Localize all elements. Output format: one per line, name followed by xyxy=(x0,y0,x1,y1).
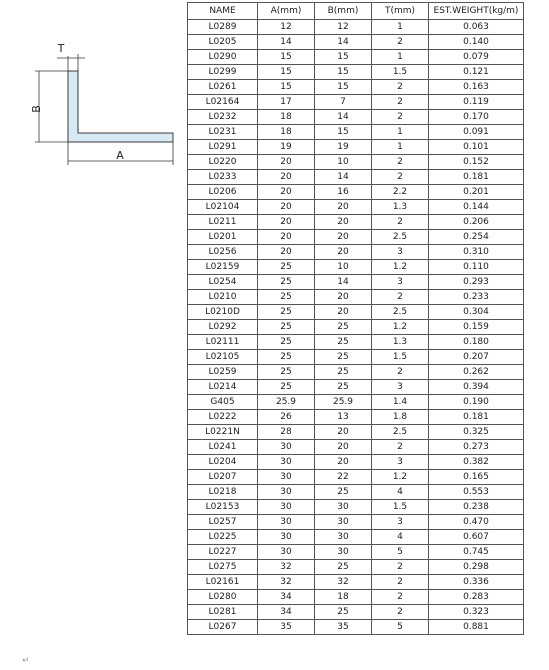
cell-t-mm: 5 xyxy=(372,620,429,635)
cell-b-mm: 25 xyxy=(315,320,372,335)
cell-t-mm: 2 xyxy=(372,560,429,575)
cell-name: L0267 xyxy=(188,620,258,635)
cell-est-weight: 0.273 xyxy=(429,440,524,455)
cell-t-mm: 1.5 xyxy=(372,500,429,515)
cell-t-mm: 2 xyxy=(372,95,429,110)
cell-a-mm: 20 xyxy=(258,245,315,260)
cell-t-mm: 1 xyxy=(372,50,429,65)
cell-b-mm: 10 xyxy=(315,155,372,170)
cell-name: L0254 xyxy=(188,275,258,290)
cell-est-weight: 0.119 xyxy=(429,95,524,110)
dimension-t xyxy=(57,54,85,71)
cell-name: L0221N xyxy=(188,425,258,440)
cell-name: L0201 xyxy=(188,230,258,245)
table-row xyxy=(188,575,524,590)
cell-name: L0259 xyxy=(188,365,258,380)
dimension-a-label: A xyxy=(116,149,124,162)
cell-b-mm: 25 xyxy=(315,560,372,575)
cell-b-mm: 30 xyxy=(315,545,372,560)
cell-name: L02105 xyxy=(188,350,258,365)
cell-b-mm: 32 xyxy=(315,575,372,590)
cell-name: L0281 xyxy=(188,605,258,620)
table-body xyxy=(188,20,524,635)
table-row xyxy=(188,500,524,515)
cell-name: L02161 xyxy=(188,575,258,590)
cell-b-mm: 20 xyxy=(315,455,372,470)
cell-est-weight: 0.293 xyxy=(429,275,524,290)
cell-b-mm: 19 xyxy=(315,140,372,155)
table-row xyxy=(188,605,524,620)
cell-name: L0210 xyxy=(188,290,258,305)
cell-a-mm: 25 xyxy=(258,290,315,305)
cell-t-mm: 2 xyxy=(372,80,429,95)
cell-name: L0205 xyxy=(188,35,258,50)
cell-est-weight: 0.152 xyxy=(429,155,524,170)
cell-name: L02111 xyxy=(188,335,258,350)
cell-est-weight: 0.304 xyxy=(429,305,524,320)
dimension-t-label: T xyxy=(57,42,65,55)
cell-b-mm: 18 xyxy=(315,590,372,605)
cell-name: L0218 xyxy=(188,485,258,500)
table-row xyxy=(188,410,524,425)
cell-est-weight: 0.283 xyxy=(429,590,524,605)
cell-t-mm: 1 xyxy=(372,140,429,155)
cell-t-mm: 1.8 xyxy=(372,410,429,425)
cell-t-mm: 1.5 xyxy=(372,65,429,80)
cell-est-weight: 0.190 xyxy=(429,395,524,410)
cell-a-mm: 30 xyxy=(258,515,315,530)
cell-name: L02104 xyxy=(188,200,258,215)
table-row xyxy=(188,455,524,470)
cell-est-weight: 0.325 xyxy=(429,425,524,440)
table-row xyxy=(188,290,524,305)
cell-t-mm: 1.2 xyxy=(372,320,429,335)
cell-a-mm: 20 xyxy=(258,215,315,230)
cell-est-weight: 0.170 xyxy=(429,110,524,125)
table-row xyxy=(188,125,524,140)
cell-name: L0210D xyxy=(188,305,258,320)
cell-b-mm: 15 xyxy=(315,80,372,95)
cell-b-mm: 20 xyxy=(315,245,372,260)
cell-est-weight: 0.262 xyxy=(429,365,524,380)
cell-b-mm: 14 xyxy=(315,170,372,185)
cell-name: L02164 xyxy=(188,95,258,110)
table-row xyxy=(188,80,524,95)
cell-name: L0299 xyxy=(188,65,258,80)
cell-a-mm: 32 xyxy=(258,575,315,590)
table-header-row xyxy=(188,3,524,20)
cell-name: L0232 xyxy=(188,110,258,125)
cell-b-mm: 20 xyxy=(315,305,372,320)
cell-a-mm: 30 xyxy=(258,545,315,560)
cell-a-mm: 25 xyxy=(258,320,315,335)
cell-a-mm: 25 xyxy=(258,350,315,365)
table-row xyxy=(188,335,524,350)
cell-a-mm: 25 xyxy=(258,380,315,395)
table-row xyxy=(188,200,524,215)
cell-a-mm: 26 xyxy=(258,410,315,425)
cell-a-mm: 15 xyxy=(258,80,315,95)
table-row xyxy=(188,95,524,110)
cell-est-weight: 0.394 xyxy=(429,380,524,395)
cell-t-mm: 2 xyxy=(372,170,429,185)
table-row xyxy=(188,20,524,35)
cell-t-mm: 2 xyxy=(372,155,429,170)
cell-est-weight: 0.101 xyxy=(429,140,524,155)
cell-a-mm: 20 xyxy=(258,170,315,185)
cell-name: L0214 xyxy=(188,380,258,395)
cell-a-mm: 25 xyxy=(258,260,315,275)
cell-b-mm: 30 xyxy=(315,500,372,515)
header-a-mm: A(mm) xyxy=(258,3,315,20)
cell-name: L0231 xyxy=(188,125,258,140)
cell-t-mm: 2 xyxy=(372,440,429,455)
cell-b-mm: 25 xyxy=(315,350,372,365)
table-row xyxy=(188,380,524,395)
table-row xyxy=(188,425,524,440)
cell-name: L02153 xyxy=(188,500,258,515)
cell-b-mm: 30 xyxy=(315,530,372,545)
header-b-mm: B(mm) xyxy=(315,3,372,20)
table-row xyxy=(188,185,524,200)
table-row xyxy=(188,50,524,65)
table-row xyxy=(188,35,524,50)
cell-b-mm: 30 xyxy=(315,515,372,530)
cell-est-weight: 0.121 xyxy=(429,65,524,80)
header-t-mm: T(mm) xyxy=(372,3,429,20)
cell-est-weight: 0.159 xyxy=(429,320,524,335)
cell-t-mm: 1.5 xyxy=(372,350,429,365)
cell-b-mm: 35 xyxy=(315,620,372,635)
cell-a-mm: 25 xyxy=(258,335,315,350)
cell-t-mm: 2.2 xyxy=(372,185,429,200)
cell-name: L0257 xyxy=(188,515,258,530)
cell-t-mm: 2.5 xyxy=(372,425,429,440)
angle-spec-table xyxy=(187,2,524,635)
cell-t-mm: 5 xyxy=(372,545,429,560)
table-row xyxy=(188,305,524,320)
cell-name: L0241 xyxy=(188,440,258,455)
cell-name: L0211 xyxy=(188,215,258,230)
cell-t-mm: 2 xyxy=(372,35,429,50)
cell-a-mm: 30 xyxy=(258,470,315,485)
cell-b-mm: 25.9 xyxy=(315,395,372,410)
cell-name: L0227 xyxy=(188,545,258,560)
cell-b-mm: 14 xyxy=(315,110,372,125)
cell-t-mm: 1.3 xyxy=(372,200,429,215)
cell-name: L0289 xyxy=(188,20,258,35)
cell-a-mm: 28 xyxy=(258,425,315,440)
cell-est-weight: 0.881 xyxy=(429,620,524,635)
cell-b-mm: 20 xyxy=(315,440,372,455)
cell-b-mm: 14 xyxy=(315,35,372,50)
cell-est-weight: 0.745 xyxy=(429,545,524,560)
table-row xyxy=(188,365,524,380)
table-row xyxy=(188,155,524,170)
cell-t-mm: 2 xyxy=(372,365,429,380)
cell-b-mm: 25 xyxy=(315,605,372,620)
table-row xyxy=(188,260,524,275)
cell-est-weight: 0.233 xyxy=(429,290,524,305)
cell-b-mm: 15 xyxy=(315,125,372,140)
table-row xyxy=(188,110,524,125)
cell-a-mm: 34 xyxy=(258,590,315,605)
cell-name: L0292 xyxy=(188,320,258,335)
cell-a-mm: 18 xyxy=(258,110,315,125)
cell-b-mm: 7 xyxy=(315,95,372,110)
cell-b-mm: 20 xyxy=(315,200,372,215)
cell-est-weight: 0.207 xyxy=(429,350,524,365)
cell-est-weight: 0.323 xyxy=(429,605,524,620)
cell-b-mm: 10 xyxy=(315,260,372,275)
cell-t-mm: 3 xyxy=(372,380,429,395)
cell-est-weight: 0.553 xyxy=(429,485,524,500)
table-row xyxy=(188,485,524,500)
cell-t-mm: 2 xyxy=(372,575,429,590)
cell-est-weight: 0.201 xyxy=(429,185,524,200)
cell-t-mm: 1 xyxy=(372,20,429,35)
header-name: NAME xyxy=(188,3,258,20)
cell-a-mm: 18 xyxy=(258,125,315,140)
cell-a-mm: 30 xyxy=(258,455,315,470)
cell-b-mm: 25 xyxy=(315,380,372,395)
cell-est-weight: 0.254 xyxy=(429,230,524,245)
cell-est-weight: 0.470 xyxy=(429,515,524,530)
cell-b-mm: 13 xyxy=(315,410,372,425)
angle-profile-shape xyxy=(68,71,173,142)
cell-est-weight: 0.091 xyxy=(429,125,524,140)
cell-t-mm: 2 xyxy=(372,590,429,605)
table-row xyxy=(188,65,524,80)
cell-a-mm: 30 xyxy=(258,500,315,515)
cell-t-mm: 1.3 xyxy=(372,335,429,350)
cell-b-mm: 20 xyxy=(315,425,372,440)
cell-a-mm: 17 xyxy=(258,95,315,110)
cell-t-mm: 1.4 xyxy=(372,395,429,410)
cell-t-mm: 2.5 xyxy=(372,230,429,245)
table-row xyxy=(188,515,524,530)
table-row xyxy=(188,395,524,410)
cell-b-mm: 12 xyxy=(315,20,372,35)
cell-name: L0207 xyxy=(188,470,258,485)
cell-a-mm: 25 xyxy=(258,275,315,290)
table-row xyxy=(188,170,524,185)
table-row xyxy=(188,245,524,260)
cell-est-weight: 0.181 xyxy=(429,410,524,425)
cell-name: G405 xyxy=(188,395,258,410)
cell-t-mm: 1.2 xyxy=(372,470,429,485)
dimension-b-label: B xyxy=(30,105,43,113)
cell-b-mm: 14 xyxy=(315,275,372,290)
cell-a-mm: 25 xyxy=(258,365,315,380)
cell-t-mm: 3 xyxy=(372,455,429,470)
cell-name: L0275 xyxy=(188,560,258,575)
cell-t-mm: 1 xyxy=(372,125,429,140)
cell-a-mm: 30 xyxy=(258,440,315,455)
cell-t-mm: 2.5 xyxy=(372,305,429,320)
header-est-weight: EST.WEIGHT(kg/m) xyxy=(429,3,524,20)
cell-a-mm: 25.9 xyxy=(258,395,315,410)
cell-est-weight: 0.336 xyxy=(429,575,524,590)
cell-t-mm: 3 xyxy=(372,275,429,290)
cell-est-weight: 0.382 xyxy=(429,455,524,470)
cell-a-mm: 34 xyxy=(258,605,315,620)
cell-est-weight: 0.181 xyxy=(429,170,524,185)
cell-t-mm: 2 xyxy=(372,605,429,620)
cell-name: L0206 xyxy=(188,185,258,200)
cell-t-mm: 2 xyxy=(372,290,429,305)
cell-est-weight: 0.144 xyxy=(429,200,524,215)
cell-est-weight: 0.063 xyxy=(429,20,524,35)
cell-est-weight: 0.165 xyxy=(429,470,524,485)
cell-b-mm: 16 xyxy=(315,185,372,200)
cell-est-weight: 0.163 xyxy=(429,80,524,95)
cell-a-mm: 20 xyxy=(258,155,315,170)
table-row xyxy=(188,275,524,290)
cell-a-mm: 20 xyxy=(258,200,315,215)
cell-name: L0291 xyxy=(188,140,258,155)
cell-t-mm: 4 xyxy=(372,485,429,500)
cell-t-mm: 4 xyxy=(372,530,429,545)
cell-est-weight: 0.206 xyxy=(429,215,524,230)
table-row xyxy=(188,470,524,485)
cell-a-mm: 25 xyxy=(258,305,315,320)
cell-b-mm: 25 xyxy=(315,335,372,350)
cell-t-mm: 3 xyxy=(372,245,429,260)
cell-b-mm: 20 xyxy=(315,290,372,305)
cell-est-weight: 0.079 xyxy=(429,50,524,65)
cell-t-mm: 3 xyxy=(372,515,429,530)
cell-name: L0222 xyxy=(188,410,258,425)
cell-a-mm: 15 xyxy=(258,50,315,65)
table-row xyxy=(188,350,524,365)
cell-a-mm: 30 xyxy=(258,485,315,500)
cell-a-mm: 35 xyxy=(258,620,315,635)
cell-est-weight: 0.238 xyxy=(429,500,524,515)
paragraph-mark: ↵ xyxy=(22,656,30,666)
cell-name: L0204 xyxy=(188,455,258,470)
cell-b-mm: 22 xyxy=(315,470,372,485)
cell-a-mm: 20 xyxy=(258,230,315,245)
cell-name: L0256 xyxy=(188,245,258,260)
cell-est-weight: 0.140 xyxy=(429,35,524,50)
cell-name: L0225 xyxy=(188,530,258,545)
cell-b-mm: 20 xyxy=(315,230,372,245)
cell-a-mm: 32 xyxy=(258,560,315,575)
cell-b-mm: 15 xyxy=(315,65,372,80)
cell-b-mm: 25 xyxy=(315,485,372,500)
table-row xyxy=(188,545,524,560)
table-row xyxy=(188,530,524,545)
cell-a-mm: 30 xyxy=(258,530,315,545)
cell-b-mm: 20 xyxy=(315,215,372,230)
cell-a-mm: 12 xyxy=(258,20,315,35)
angle-profile-diagram xyxy=(25,38,175,173)
cell-t-mm: 1.2 xyxy=(372,260,429,275)
cell-t-mm: 2 xyxy=(372,215,429,230)
table-row xyxy=(188,140,524,155)
cell-est-weight: 0.607 xyxy=(429,530,524,545)
cell-est-weight: 0.298 xyxy=(429,560,524,575)
cell-est-weight: 0.110 xyxy=(429,260,524,275)
cell-a-mm: 15 xyxy=(258,65,315,80)
table-row xyxy=(188,320,524,335)
cell-b-mm: 25 xyxy=(315,365,372,380)
table-row xyxy=(188,590,524,605)
cell-name: L02159 xyxy=(188,260,258,275)
table-row xyxy=(188,215,524,230)
table-row xyxy=(188,440,524,455)
cell-est-weight: 0.310 xyxy=(429,245,524,260)
cell-b-mm: 15 xyxy=(315,50,372,65)
cell-name: L0280 xyxy=(188,590,258,605)
table-row xyxy=(188,620,524,635)
cell-a-mm: 19 xyxy=(258,140,315,155)
cell-name: L0261 xyxy=(188,80,258,95)
table-row xyxy=(188,230,524,245)
cell-a-mm: 20 xyxy=(258,185,315,200)
cell-name: L0233 xyxy=(188,170,258,185)
cell-est-weight: 0.180 xyxy=(429,335,524,350)
cell-a-mm: 14 xyxy=(258,35,315,50)
cell-name: L0290 xyxy=(188,50,258,65)
cell-t-mm: 2 xyxy=(372,110,429,125)
cell-name: L0220 xyxy=(188,155,258,170)
table-row xyxy=(188,560,524,575)
